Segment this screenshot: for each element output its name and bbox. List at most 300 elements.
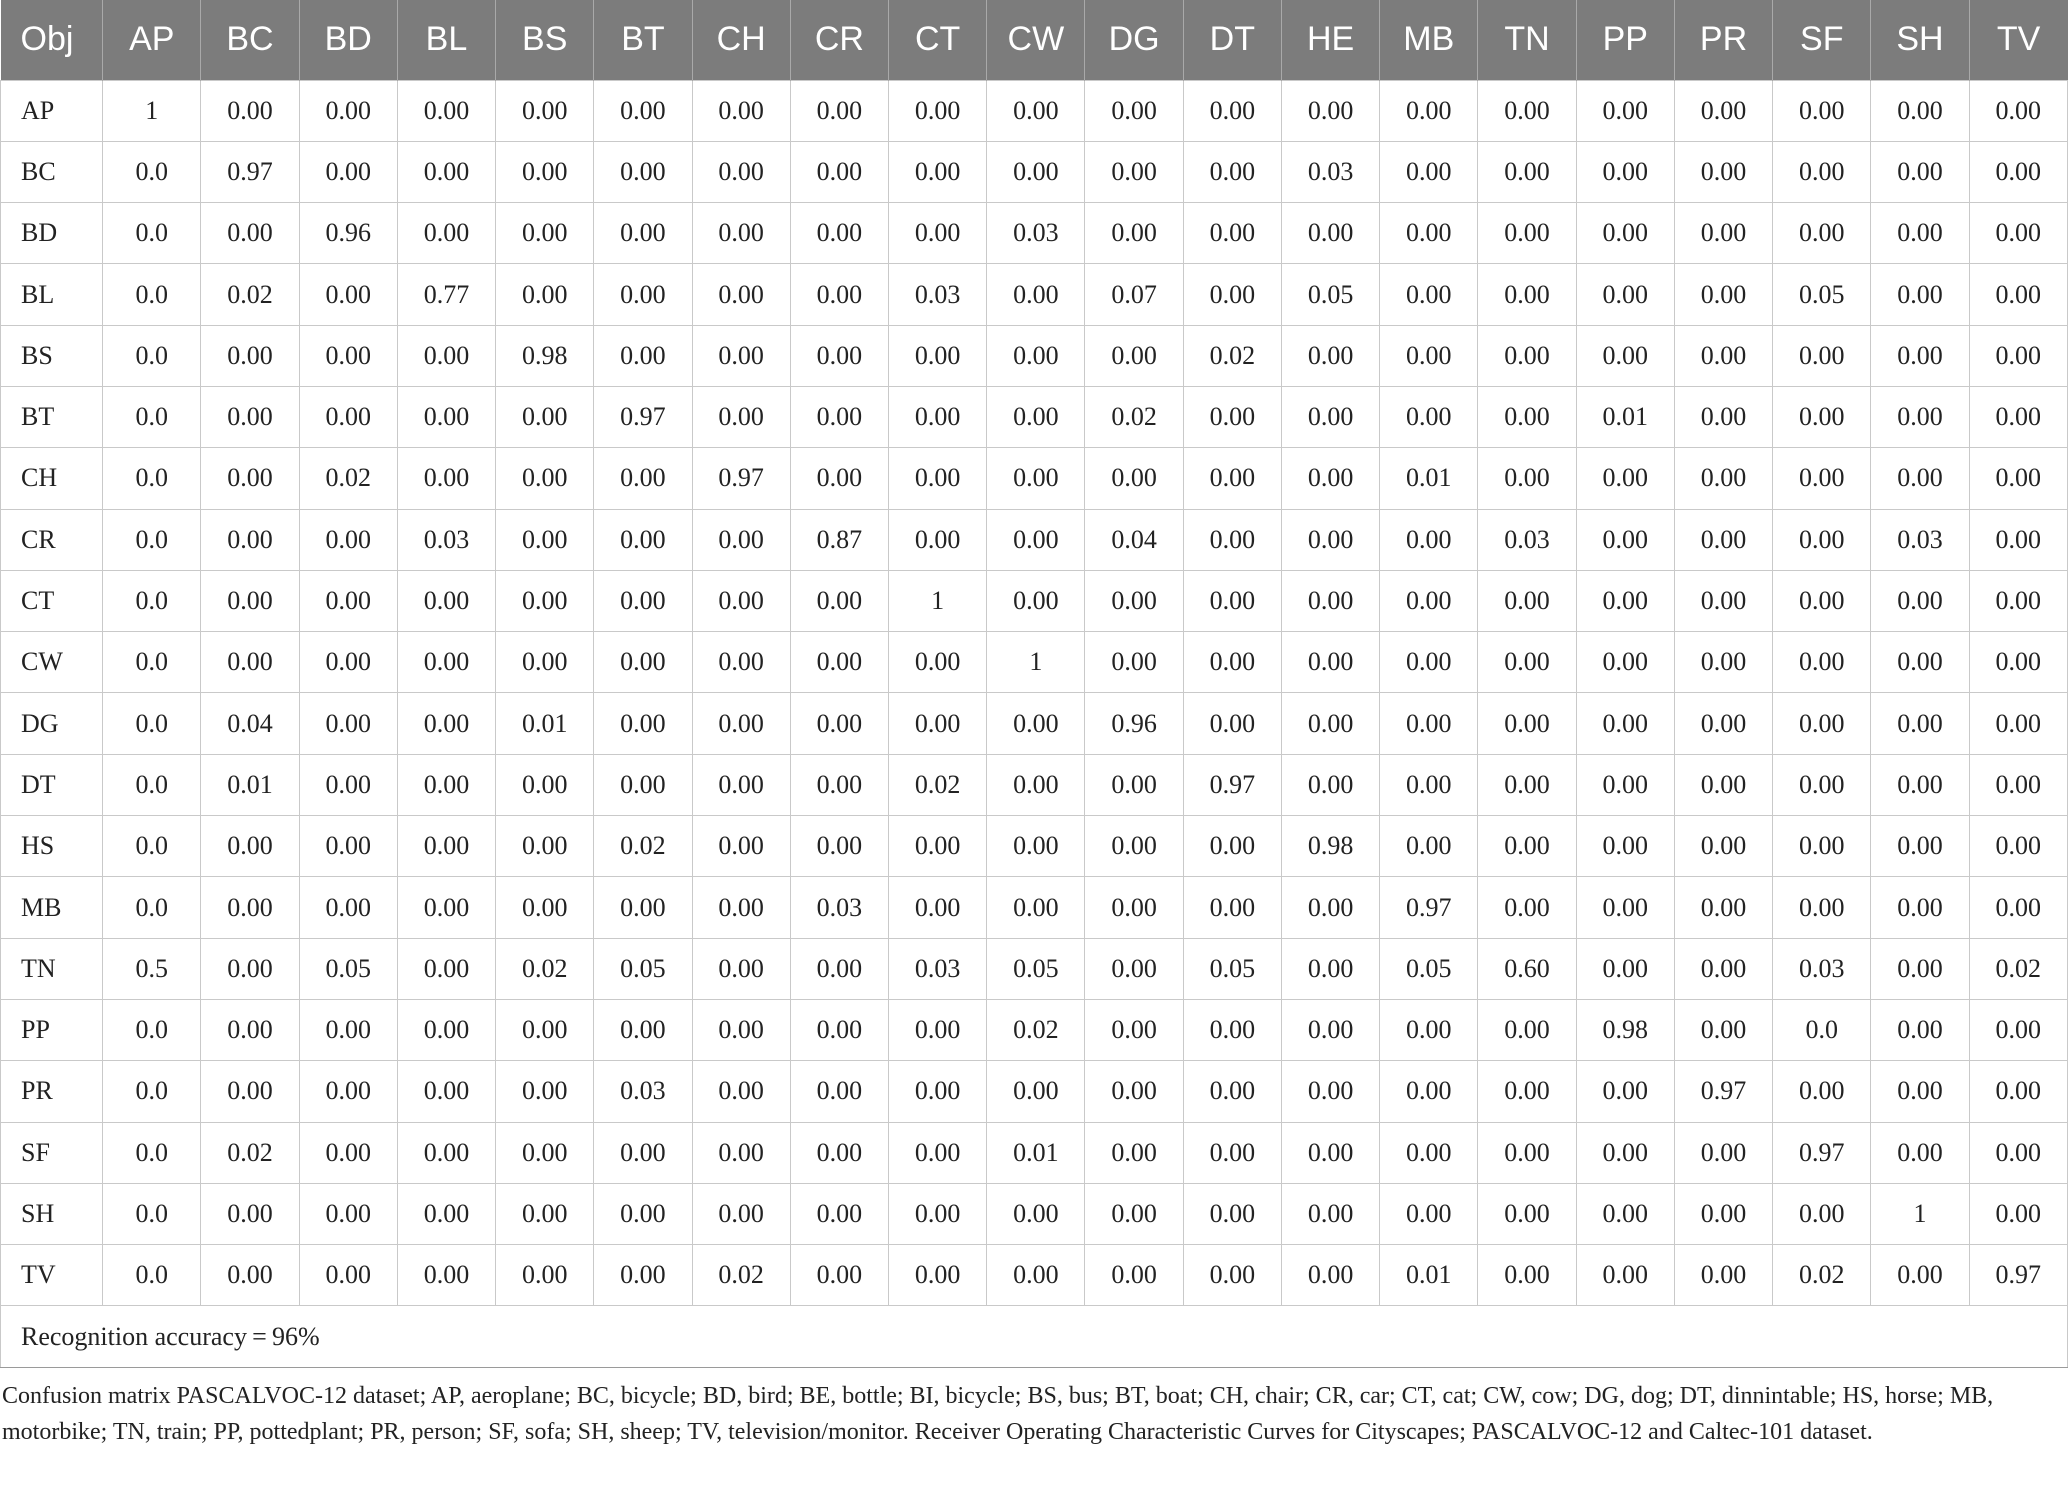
matrix-cell: 0.00 xyxy=(1576,1122,1674,1183)
matrix-cell: 0.00 xyxy=(1085,632,1183,693)
header-cell-bt: BT xyxy=(594,0,692,80)
matrix-cell: 0.00 xyxy=(1085,816,1183,877)
matrix-cell: 0.00 xyxy=(1576,1183,1674,1244)
matrix-cell: 0.00 xyxy=(1773,509,1871,570)
matrix-cell: 0.00 xyxy=(1576,264,1674,325)
matrix-cell: 0.00 xyxy=(790,141,888,202)
matrix-cell: 0.0 xyxy=(103,448,201,509)
matrix-cell: 0.5 xyxy=(103,938,201,999)
matrix-cell: 0.00 xyxy=(987,386,1085,447)
matrix-cell: 0.00 xyxy=(1478,448,1576,509)
table-row xyxy=(1,386,2068,447)
matrix-cell: 0.00 xyxy=(1576,1061,1674,1122)
header-cell-bl: BL xyxy=(397,0,495,80)
matrix-cell: 0.00 xyxy=(299,1183,397,1244)
matrix-cell: 0.00 xyxy=(1871,816,1969,877)
matrix-cell: 0.00 xyxy=(692,754,790,815)
matrix-cell: 0.00 xyxy=(1969,632,2067,693)
matrix-cell: 0.00 xyxy=(1576,632,1674,693)
matrix-cell: 0.77 xyxy=(397,264,495,325)
table-row xyxy=(1,816,2068,877)
matrix-cell: 0.00 xyxy=(987,325,1085,386)
matrix-cell: 0.00 xyxy=(1871,80,1969,141)
matrix-cell: 0.00 xyxy=(692,632,790,693)
header-cell-pp: PP xyxy=(1576,0,1674,80)
matrix-cell: 0.00 xyxy=(1478,754,1576,815)
matrix-cell: 0.00 xyxy=(692,1122,790,1183)
matrix-cell: 0.00 xyxy=(397,203,495,264)
matrix-cell: 0.00 xyxy=(1478,999,1576,1060)
table-row xyxy=(1,80,2068,141)
matrix-cell: 0.00 xyxy=(1281,1183,1379,1244)
table-row xyxy=(1,203,2068,264)
matrix-cell: 0.00 xyxy=(1380,754,1478,815)
matrix-cell: 0.00 xyxy=(299,386,397,447)
matrix-cell: 0.00 xyxy=(496,448,594,509)
matrix-cell: 0.00 xyxy=(987,448,1085,509)
row-label: PP xyxy=(1,999,103,1060)
matrix-cell: 0.00 xyxy=(1871,325,1969,386)
matrix-cell: 0.97 xyxy=(1674,1061,1772,1122)
matrix-cell: 0.01 xyxy=(1576,386,1674,447)
row-label: SF xyxy=(1,1122,103,1183)
matrix-cell: 0.00 xyxy=(1281,999,1379,1060)
matrix-cell: 0.00 xyxy=(1478,386,1576,447)
matrix-cell: 0.00 xyxy=(1380,693,1478,754)
matrix-cell: 0.00 xyxy=(1969,816,2067,877)
matrix-cell: 0.00 xyxy=(1674,325,1772,386)
matrix-cell: 0.00 xyxy=(1183,1061,1281,1122)
matrix-cell: 0.00 xyxy=(1674,1122,1772,1183)
matrix-cell: 0.00 xyxy=(496,632,594,693)
matrix-cell: 0.00 xyxy=(1183,1245,1281,1306)
matrix-cell: 0.05 xyxy=(1183,938,1281,999)
header-cell-sh: SH xyxy=(1871,0,1969,80)
matrix-cell: 0.00 xyxy=(1183,264,1281,325)
matrix-cell: 0.00 xyxy=(201,1061,299,1122)
matrix-cell: 0.00 xyxy=(299,141,397,202)
matrix-cell: 0.00 xyxy=(889,632,987,693)
matrix-cell: 0.00 xyxy=(201,570,299,631)
matrix-cell: 0.00 xyxy=(1281,509,1379,570)
matrix-cell: 0.00 xyxy=(1183,1183,1281,1244)
matrix-cell: 0.00 xyxy=(1380,325,1478,386)
recognition-accuracy: Recognition accuracy = 96% xyxy=(1,1306,2068,1368)
matrix-cell: 0.00 xyxy=(790,999,888,1060)
summary-row xyxy=(1,1306,2068,1368)
matrix-cell: 0.00 xyxy=(692,264,790,325)
matrix-cell: 0.00 xyxy=(1281,632,1379,693)
matrix-cell: 0.00 xyxy=(496,1122,594,1183)
matrix-cell: 0.00 xyxy=(889,693,987,754)
matrix-cell: 0.00 xyxy=(1773,570,1871,631)
matrix-cell: 0.00 xyxy=(1478,1183,1576,1244)
matrix-cell: 0.00 xyxy=(692,80,790,141)
matrix-cell: 0.0 xyxy=(103,386,201,447)
header-cell-ct: CT xyxy=(889,0,987,80)
matrix-cell: 0.00 xyxy=(1969,754,2067,815)
matrix-cell: 0.00 xyxy=(889,1245,987,1306)
row-label: BD xyxy=(1,203,103,264)
matrix-cell: 0.00 xyxy=(1183,632,1281,693)
matrix-cell: 0.0 xyxy=(103,141,201,202)
row-label: SH xyxy=(1,1183,103,1244)
matrix-cell: 0.00 xyxy=(201,80,299,141)
matrix-cell: 1 xyxy=(889,570,987,631)
matrix-cell: 0.00 xyxy=(790,448,888,509)
matrix-cell: 0.00 xyxy=(1380,1122,1478,1183)
matrix-cell: 0.00 xyxy=(1183,693,1281,754)
matrix-cell: 0.00 xyxy=(201,203,299,264)
matrix-cell: 0.00 xyxy=(397,816,495,877)
matrix-cell: 0.00 xyxy=(496,386,594,447)
table-body xyxy=(1,80,2068,1368)
matrix-cell: 0.00 xyxy=(1969,570,2067,631)
matrix-cell: 0.00 xyxy=(1380,80,1478,141)
matrix-cell: 0.00 xyxy=(1085,1061,1183,1122)
matrix-cell: 0.00 xyxy=(397,570,495,631)
matrix-cell: 0.00 xyxy=(496,570,594,631)
matrix-cell: 0.00 xyxy=(1871,693,1969,754)
matrix-cell: 0.00 xyxy=(987,1245,1085,1306)
matrix-cell: 0.00 xyxy=(397,877,495,938)
matrix-cell: 0.00 xyxy=(1576,1245,1674,1306)
matrix-cell: 1 xyxy=(987,632,1085,693)
matrix-cell: 0.00 xyxy=(1969,80,2067,141)
matrix-cell: 0.00 xyxy=(1380,509,1478,570)
header-cell-cw: CW xyxy=(987,0,1085,80)
matrix-cell: 0.00 xyxy=(1183,999,1281,1060)
matrix-cell: 0.00 xyxy=(1969,203,2067,264)
matrix-cell: 0.00 xyxy=(201,386,299,447)
matrix-cell: 0.01 xyxy=(987,1122,1085,1183)
row-label: BT xyxy=(1,386,103,447)
matrix-cell: 0.00 xyxy=(1969,1122,2067,1183)
matrix-cell: 0.00 xyxy=(397,448,495,509)
matrix-cell: 0.00 xyxy=(889,80,987,141)
matrix-cell: 0.02 xyxy=(987,999,1085,1060)
matrix-cell: 0.00 xyxy=(299,999,397,1060)
matrix-cell: 0.98 xyxy=(1281,816,1379,877)
matrix-cell: 0.00 xyxy=(1674,632,1772,693)
matrix-cell: 0.00 xyxy=(1380,264,1478,325)
matrix-cell: 0.00 xyxy=(1478,141,1576,202)
matrix-cell: 0.0 xyxy=(103,816,201,877)
table-row xyxy=(1,1183,2068,1244)
matrix-cell: 0.00 xyxy=(201,448,299,509)
matrix-cell: 0.00 xyxy=(692,325,790,386)
matrix-cell: 0.00 xyxy=(1773,816,1871,877)
matrix-cell: 0.00 xyxy=(1674,816,1772,877)
matrix-cell: 0.00 xyxy=(1773,1061,1871,1122)
matrix-cell: 0.00 xyxy=(1773,80,1871,141)
matrix-cell: 0.00 xyxy=(1478,693,1576,754)
matrix-cell: 0.03 xyxy=(594,1061,692,1122)
matrix-cell: 0.87 xyxy=(790,509,888,570)
matrix-cell: 0.00 xyxy=(299,325,397,386)
matrix-cell: 0.00 xyxy=(299,816,397,877)
matrix-cell: 0.00 xyxy=(1871,1245,1969,1306)
matrix-cell: 0.00 xyxy=(201,632,299,693)
matrix-cell: 0.97 xyxy=(201,141,299,202)
matrix-cell: 0.98 xyxy=(496,325,594,386)
matrix-cell: 0.00 xyxy=(496,141,594,202)
matrix-cell: 0.00 xyxy=(594,264,692,325)
matrix-cell: 0.00 xyxy=(397,999,495,1060)
matrix-cell: 0.00 xyxy=(299,264,397,325)
matrix-cell: 0.01 xyxy=(496,693,594,754)
matrix-cell: 0.00 xyxy=(1478,264,1576,325)
matrix-cell: 0.00 xyxy=(692,1061,790,1122)
matrix-cell: 0.00 xyxy=(397,1122,495,1183)
matrix-cell: 0.03 xyxy=(889,264,987,325)
matrix-cell: 0.00 xyxy=(397,938,495,999)
table-row xyxy=(1,693,2068,754)
matrix-cell: 0.00 xyxy=(1478,570,1576,631)
matrix-cell: 0.00 xyxy=(692,877,790,938)
table-row xyxy=(1,754,2068,815)
matrix-cell: 0.96 xyxy=(1085,693,1183,754)
matrix-cell: 0.00 xyxy=(594,509,692,570)
matrix-cell: 0.00 xyxy=(889,325,987,386)
matrix-cell: 0.00 xyxy=(1380,999,1478,1060)
matrix-cell: 0.00 xyxy=(692,816,790,877)
matrix-cell: 0.00 xyxy=(790,386,888,447)
matrix-cell: 0.00 xyxy=(496,1245,594,1306)
row-label: CH xyxy=(1,448,103,509)
matrix-cell: 0.00 xyxy=(1674,509,1772,570)
matrix-cell: 0.0 xyxy=(103,509,201,570)
matrix-cell: 0.00 xyxy=(987,877,1085,938)
matrix-cell: 0.00 xyxy=(1871,1122,1969,1183)
matrix-cell: 0.00 xyxy=(889,203,987,264)
matrix-cell: 0.00 xyxy=(1969,999,2067,1060)
matrix-cell: 0.00 xyxy=(790,632,888,693)
matrix-cell: 0.00 xyxy=(1969,1183,2067,1244)
matrix-cell: 0.00 xyxy=(1773,877,1871,938)
matrix-cell: 0.00 xyxy=(1773,632,1871,693)
matrix-cell: 0.96 xyxy=(299,203,397,264)
matrix-cell: 0.00 xyxy=(1969,386,2067,447)
matrix-cell: 0.00 xyxy=(496,999,594,1060)
matrix-cell: 0.00 xyxy=(1085,877,1183,938)
matrix-cell: 0.00 xyxy=(1576,570,1674,631)
matrix-cell: 0.00 xyxy=(299,1245,397,1306)
header-cell-ap: AP xyxy=(103,0,201,80)
matrix-cell: 0.02 xyxy=(201,1122,299,1183)
matrix-cell: 0.00 xyxy=(790,570,888,631)
matrix-cell: 0.00 xyxy=(1576,938,1674,999)
matrix-cell: 0.00 xyxy=(397,1061,495,1122)
matrix-cell: 0.00 xyxy=(1674,1183,1772,1244)
row-label: CT xyxy=(1,570,103,631)
matrix-cell: 0.00 xyxy=(1674,999,1772,1060)
matrix-cell: 0.00 xyxy=(397,80,495,141)
matrix-cell: 0.03 xyxy=(1478,509,1576,570)
matrix-cell: 0.00 xyxy=(1576,877,1674,938)
matrix-cell: 0.00 xyxy=(1576,80,1674,141)
matrix-cell: 0.00 xyxy=(987,1183,1085,1244)
matrix-cell: 0.00 xyxy=(1380,570,1478,631)
matrix-cell: 0.00 xyxy=(1380,632,1478,693)
matrix-cell: 0.98 xyxy=(1576,999,1674,1060)
matrix-cell: 0.03 xyxy=(790,877,888,938)
matrix-cell: 0.00 xyxy=(692,938,790,999)
matrix-cell: 0.00 xyxy=(790,1245,888,1306)
matrix-cell: 0.00 xyxy=(1969,264,2067,325)
matrix-cell: 0.00 xyxy=(496,877,594,938)
header-cell-tn: TN xyxy=(1478,0,1576,80)
table-row xyxy=(1,570,2068,631)
matrix-cell: 0.00 xyxy=(1183,1122,1281,1183)
matrix-cell: 0.07 xyxy=(1085,264,1183,325)
matrix-cell: 0.05 xyxy=(1773,264,1871,325)
matrix-cell: 0.00 xyxy=(397,632,495,693)
matrix-cell: 0.00 xyxy=(1576,203,1674,264)
header-cell-pr: PR xyxy=(1674,0,1772,80)
matrix-cell: 0.00 xyxy=(1281,1061,1379,1122)
matrix-cell: 0.00 xyxy=(1380,203,1478,264)
matrix-cell: 0.00 xyxy=(594,1183,692,1244)
matrix-cell: 0.00 xyxy=(1183,509,1281,570)
matrix-cell: 0.00 xyxy=(496,816,594,877)
matrix-cell: 0.05 xyxy=(1281,264,1379,325)
matrix-cell: 0.00 xyxy=(496,80,594,141)
row-label: AP xyxy=(1,80,103,141)
matrix-cell: 0.00 xyxy=(594,141,692,202)
matrix-cell: 0.00 xyxy=(1085,999,1183,1060)
table-row xyxy=(1,1122,2068,1183)
matrix-cell: 0.02 xyxy=(1969,938,2067,999)
matrix-cell: 0.00 xyxy=(692,1183,790,1244)
matrix-cell: 0.00 xyxy=(201,1183,299,1244)
matrix-cell: 0.00 xyxy=(1478,1122,1576,1183)
matrix-cell: 0.0 xyxy=(103,1122,201,1183)
matrix-cell: 0.60 xyxy=(1478,938,1576,999)
matrix-cell: 0.00 xyxy=(201,877,299,938)
table-header xyxy=(1,0,2068,80)
matrix-cell: 0.02 xyxy=(889,754,987,815)
matrix-cell: 0.00 xyxy=(889,877,987,938)
matrix-cell: 0.00 xyxy=(987,141,1085,202)
matrix-cell: 0.00 xyxy=(1871,264,1969,325)
matrix-cell: 1 xyxy=(1871,1183,1969,1244)
header-cell-obj: Obj xyxy=(1,0,103,80)
matrix-cell: 0.00 xyxy=(1674,264,1772,325)
matrix-cell: 0.04 xyxy=(201,693,299,754)
matrix-cell: 0.97 xyxy=(594,386,692,447)
header-cell-bc: BC xyxy=(201,0,299,80)
matrix-cell: 0.01 xyxy=(1380,448,1478,509)
matrix-cell: 0.00 xyxy=(299,509,397,570)
matrix-cell: 0.02 xyxy=(299,448,397,509)
matrix-cell: 0.00 xyxy=(594,877,692,938)
matrix-cell: 0.00 xyxy=(692,141,790,202)
matrix-cell: 0.0 xyxy=(103,632,201,693)
matrix-cell: 0.05 xyxy=(987,938,1085,999)
matrix-cell: 0.00 xyxy=(889,1061,987,1122)
matrix-cell: 0.03 xyxy=(1773,938,1871,999)
row-label: MB xyxy=(1,877,103,938)
matrix-cell: 0.00 xyxy=(496,1183,594,1244)
matrix-cell: 0.03 xyxy=(889,938,987,999)
header-cell-ch: CH xyxy=(692,0,790,80)
matrix-cell: 0.00 xyxy=(889,141,987,202)
matrix-cell: 0.00 xyxy=(1281,693,1379,754)
matrix-cell: 0.00 xyxy=(1085,1183,1183,1244)
matrix-cell: 0.0 xyxy=(103,264,201,325)
matrix-cell: 0.00 xyxy=(889,386,987,447)
header-cell-mb: MB xyxy=(1380,0,1478,80)
matrix-cell: 0.00 xyxy=(594,1122,692,1183)
matrix-cell: 0.00 xyxy=(1183,816,1281,877)
matrix-cell: 0.01 xyxy=(201,754,299,815)
matrix-cell: 0.00 xyxy=(1576,816,1674,877)
matrix-cell: 0.00 xyxy=(594,325,692,386)
matrix-cell: 0.00 xyxy=(299,1122,397,1183)
matrix-cell: 0.00 xyxy=(889,999,987,1060)
row-label: BS xyxy=(1,325,103,386)
header-cell-dt: DT xyxy=(1183,0,1281,80)
matrix-cell: 0.00 xyxy=(1969,693,2067,754)
matrix-cell: 0.02 xyxy=(496,938,594,999)
matrix-cell: 0.00 xyxy=(790,816,888,877)
matrix-cell: 0.02 xyxy=(1183,325,1281,386)
matrix-cell: 0.00 xyxy=(1380,816,1478,877)
table-row xyxy=(1,264,2068,325)
table-row xyxy=(1,1245,2068,1306)
matrix-cell: 0.00 xyxy=(594,570,692,631)
matrix-cell: 0.00 xyxy=(397,386,495,447)
matrix-cell: 0.00 xyxy=(1478,1245,1576,1306)
matrix-cell: 0.00 xyxy=(692,509,790,570)
matrix-cell: 0.00 xyxy=(1183,448,1281,509)
matrix-cell: 0.00 xyxy=(1281,448,1379,509)
header-cell-tv: TV xyxy=(1969,0,2067,80)
matrix-cell: 0.00 xyxy=(1674,693,1772,754)
matrix-cell: 0.00 xyxy=(1085,1245,1183,1306)
matrix-cell: 0.00 xyxy=(1674,386,1772,447)
matrix-cell: 0.0 xyxy=(103,325,201,386)
matrix-cell: 0.00 xyxy=(1773,141,1871,202)
matrix-cell: 0.00 xyxy=(1281,80,1379,141)
matrix-cell: 0.05 xyxy=(1380,938,1478,999)
matrix-cell: 0.00 xyxy=(790,325,888,386)
matrix-cell: 0.00 xyxy=(1183,877,1281,938)
table-row xyxy=(1,1061,2068,1122)
matrix-cell: 0.0 xyxy=(103,693,201,754)
matrix-cell: 0.02 xyxy=(1773,1245,1871,1306)
matrix-cell: 0.00 xyxy=(1969,141,2067,202)
matrix-cell: 0.97 xyxy=(1380,877,1478,938)
matrix-cell: 0.00 xyxy=(594,693,692,754)
matrix-cell: 0.00 xyxy=(1576,325,1674,386)
matrix-cell: 0.00 xyxy=(1085,938,1183,999)
matrix-cell: 0.00 xyxy=(692,570,790,631)
matrix-cell: 0.00 xyxy=(1085,141,1183,202)
table-footnote: Confusion matrix PASCALVOC-12 dataset; AP, aeroplane; BC, bicycle; BD, bird; BE, bottle; BI, bicycle; BS, bus; BT, boat; CH, chair; CR, car; CT, cat; CW, cow; DG, dog; DT, dinnintable; HS, horse; MB, motorbike; TN, train; PP, pottedplant; PR, person; SF, sofa; SH, sheep; TV, television/monitor. Receiver Operating Characteristic Curves for Cityscapes; PASCALVOC-12 and Caltec-101 dataset. xyxy=(2,1383,1994,1446)
matrix-cell: 0.00 xyxy=(1773,754,1871,815)
matrix-cell: 0.00 xyxy=(692,386,790,447)
matrix-cell: 0.00 xyxy=(1576,754,1674,815)
matrix-cell: 0.00 xyxy=(790,938,888,999)
matrix-cell: 0.97 xyxy=(692,448,790,509)
matrix-cell: 0.00 xyxy=(496,1061,594,1122)
matrix-cell: 0.00 xyxy=(1674,141,1772,202)
matrix-cell: 0.00 xyxy=(201,509,299,570)
matrix-cell: 0.00 xyxy=(1281,1122,1379,1183)
matrix-cell: 0.04 xyxy=(1085,509,1183,570)
